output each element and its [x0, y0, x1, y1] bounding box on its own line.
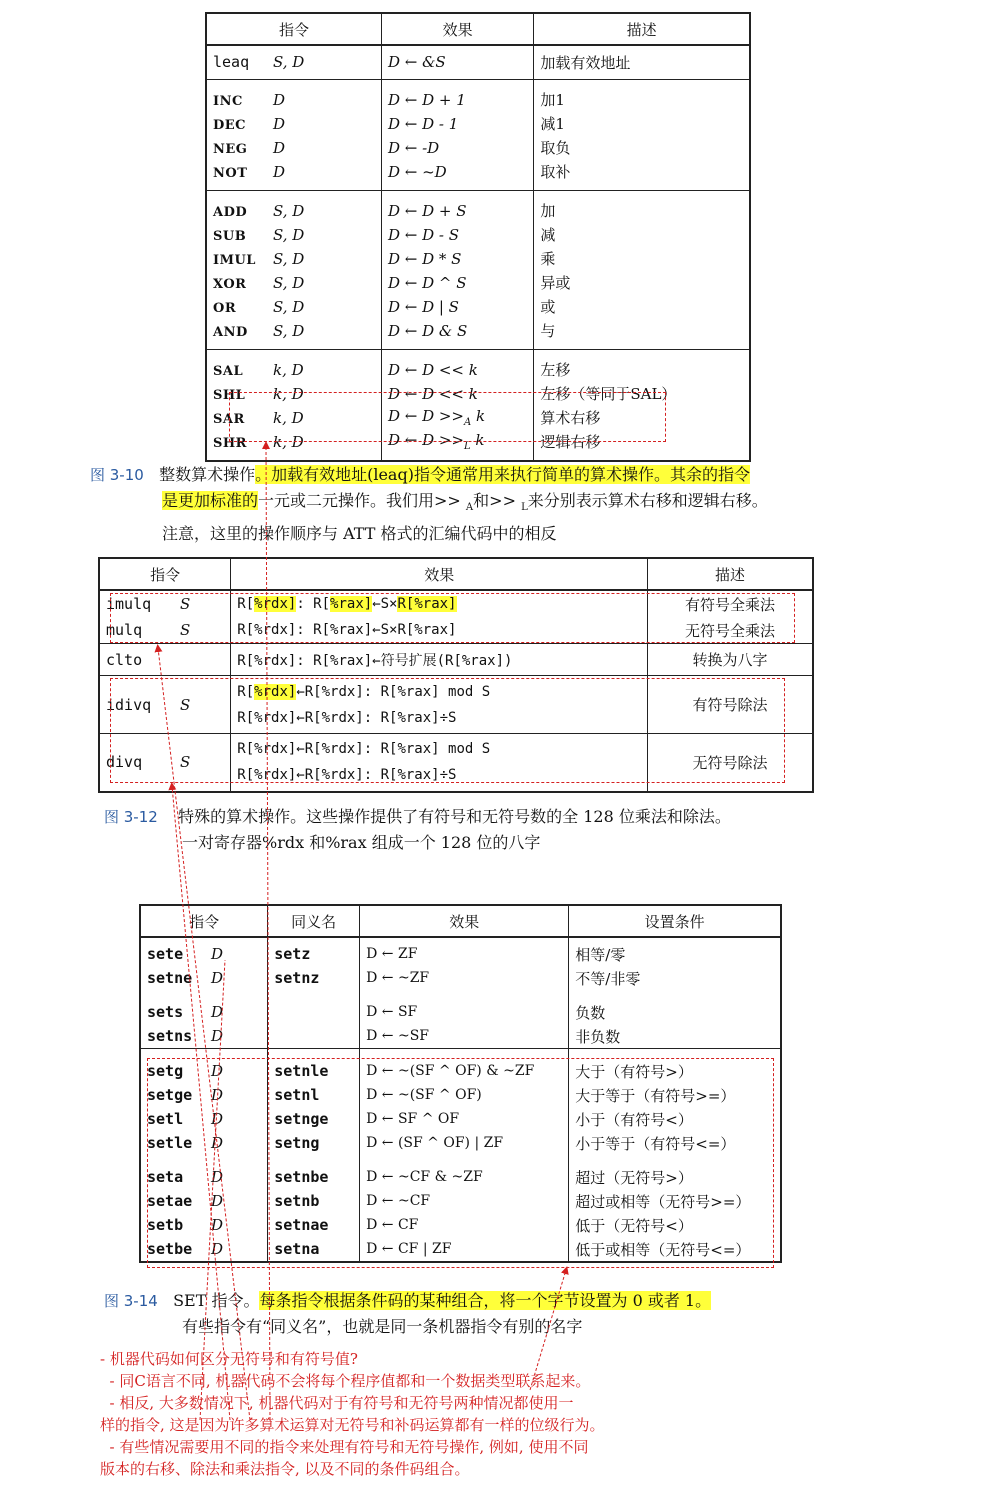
- header-description: 描述: [648, 558, 813, 590]
- note-line: - 相反, 大多数情况下, 机器代码对于有符号和无符号两种情况都使用一: [100, 1394, 574, 1412]
- table-row: SHL k, D D ← D << k 左移（等同于SAL）: [206, 382, 750, 406]
- note-line: - 同C语言不同, 机器代码不会将每个程序值都和一个数据类型联系起来。: [100, 1372, 591, 1390]
- header-effect: 效果: [231, 558, 648, 590]
- caption-fig-3-10: 图 3-10 整数算术操作。加载有效地址(leaq)指令通常用来执行简单的算术操作。其余的指令 是更加标准的一元或二元操作。我们用>> $_A$和>> $_L$来分别表示算术右移和逻辑右移。 注意，这里的操作顺序与 ATT 格式的汇编代码中的相反: [90, 465, 768, 544]
- table-row: ADD S, D D ← D + S 加: [206, 190, 750, 223]
- table-row: SHR k, D D ← $D >>_L$ k 逻辑右移: [206, 430, 750, 461]
- table-row: clto R[%rdx]: R[%rax]←符号扩展(R[%rax]) 转换为八字: [99, 644, 813, 676]
- header-instruction: 指令: [206, 13, 381, 45]
- table-row: setg D setnle D ← ~(SF ^ OF) & ~ZF 大于（有符号>）: [140, 1049, 781, 1084]
- table-row: setbe D setna D ← CF | ZF 低于或相等（无符号<=）: [140, 1237, 781, 1262]
- table-row: mulq S R[%rdx]: R[%rax]←S×R[%rax] 无符号全乘法: [99, 617, 813, 644]
- table-row: NOT D D ← ~D 取补: [206, 160, 750, 191]
- header-effect: 效果: [381, 13, 533, 45]
- caption-fig-3-12: 图 3-12 特殊的算术操作。这些操作提供了有符号和无符号数的全 128 位乘法和除法。 一对寄存器%rdx 和%rax 组成一个 128 位的八字: [104, 807, 731, 852]
- highlight-box-div: [110, 678, 785, 783]
- table-row: XOR S, D D ← D ^ S 异或: [206, 271, 750, 295]
- table-row: setle D setng D ← (SF ^ OF) | ZF 小于等于（有符号<=）: [140, 1131, 781, 1155]
- header-instruction: 指令: [99, 558, 231, 590]
- table-row: AND S, D D ← D & S 与: [206, 319, 750, 350]
- table-row: SAR k, D D ← $D >>_A$ k 算术右移: [206, 406, 750, 430]
- annotation-notes: [100, 1348, 800, 1480]
- header-condition: 设置条件: [569, 905, 781, 937]
- highlight-box-shift: [229, 392, 666, 442]
- desc-cell: 加载有效地址: [534, 45, 750, 79]
- table-row: divq S R[%rdx]←R[%rdx]: R[%rax] mod S R[%rdx]←R[%rdx]: R[%rax]÷S 无符号除法: [99, 734, 813, 792]
- table-row: INC D D ← D + 1 加1: [206, 79, 750, 112]
- table-row: setns D D ← ~SF 非负数: [140, 1024, 781, 1049]
- table-row: NEG D D ← -D 取负: [206, 136, 750, 160]
- table-row: sete D setz D ← ZF 相等/零: [140, 937, 781, 966]
- header-effect: 效果: [360, 905, 569, 937]
- table-row: leaq S, D: [213, 53, 305, 72]
- table-row: idivq S R[%rdx]←R[%rdx]: R[%rax] mod S R[%rdx]←R[%rdx]: R[%rax]÷S 有符号除法: [99, 676, 813, 734]
- table-row: DEC D D ← D - 1 减1: [206, 112, 750, 136]
- table-row: setl D setnge D ← SF ^ OF 小于（有符号<）: [140, 1107, 781, 1131]
- table-row: setge D setnl D ← ~(SF ^ OF) 大于等于（有符号>=）: [140, 1083, 781, 1107]
- table-row: setae D setnb D ← ~CF 超过或相等（无符号>=）: [140, 1189, 781, 1213]
- highlight-box-setcc: [147, 1058, 774, 1268]
- table-row: OR S, D D ← D | S 或: [206, 295, 750, 319]
- table-row: SAL k, D D ← D << k 左移: [206, 349, 750, 382]
- note-line: - 机器代码如何区分无符号和有符号值?: [100, 1350, 358, 1368]
- note-line: 样的指令, 这是因为许多算术运算对无符号和补码运算都有一样的位级行为。: [100, 1416, 605, 1434]
- table-row: SUB S, D D ← D - S 减: [206, 223, 750, 247]
- table-row: imulq S R[%rdx]: R[%rax]←S×R[%rax] 有符号全乘法: [99, 590, 813, 617]
- header-description: 描述: [534, 13, 750, 45]
- table-row: setb D setnae D ← CF 低于（无符号<）: [140, 1213, 781, 1237]
- table-row: IMUL S, D D ← D * S 乘: [206, 247, 750, 271]
- effect-cell: D ← &S: [381, 45, 533, 79]
- table-row: sets D D ← SF 负数: [140, 990, 781, 1024]
- note-line: 版本的右移、除法和乘法指令, 以及不同的条件码组合。: [100, 1460, 470, 1478]
- header-instruction: 指令: [140, 905, 268, 937]
- highlight-box-mul: [110, 593, 795, 643]
- note-line: - 有些情况需要用不同的指令来处理有符号和无符号操作, 例如, 使用不同: [100, 1438, 589, 1456]
- table-row: seta D setnbe D ← ~CF & ~ZF 超过（无符号>）: [140, 1155, 781, 1189]
- header-synonym: 同义名: [268, 905, 360, 937]
- caption-fig-3-14: 图 3-14 SET 指令。每条指令根据条件码的某种组合，将一个字节设置为 0 或者 1。 有些指令有“同义名”，也就是同一条机器指令有别的名字: [104, 1291, 712, 1336]
- table-row: setne D setnz D ← ~ZF 不等/非零: [140, 966, 781, 990]
